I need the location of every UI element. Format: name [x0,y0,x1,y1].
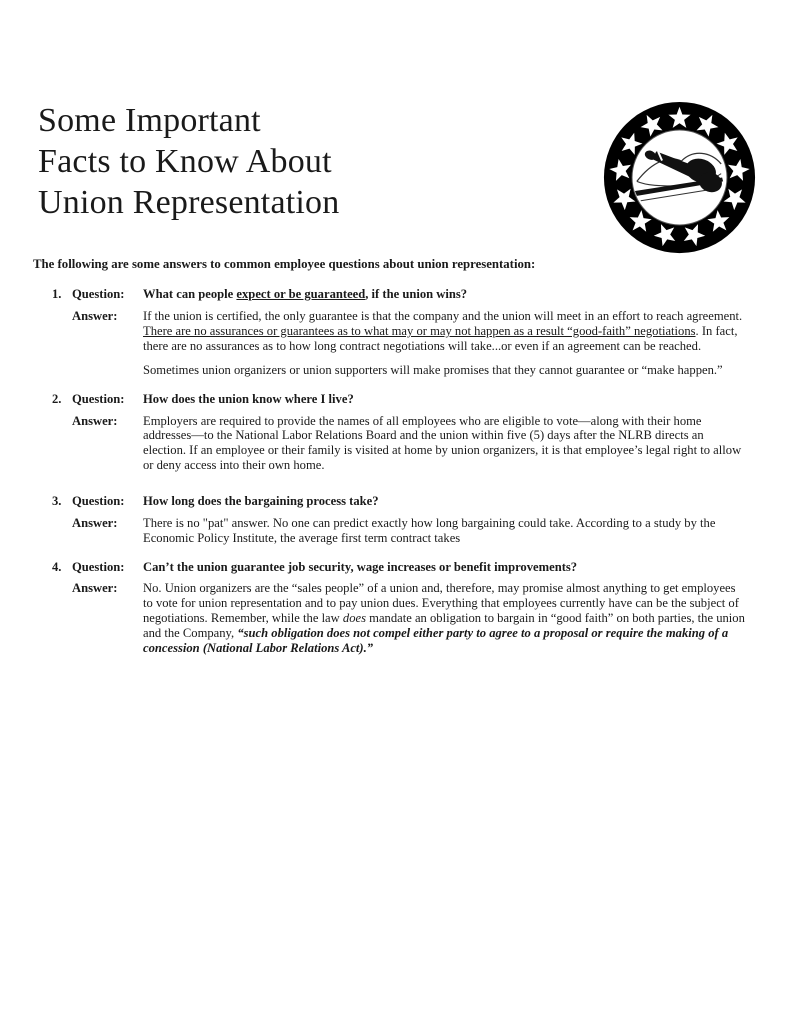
answer-text: No. Union organizers are the “sales people” of a union and, therefore, may promise almost anything to get employees to vote for union representation and to pay union dues. Everything that employees currently have can be the subject of negotiations. Remember, while the law does mandate an obligation to bargain in “good faith” on both parties, the union and the Company, “such obligation does not compel either party to agree to a proposal or require the making of a concession (National Labor Relations Act).” [143,581,745,655]
answer-text: Employers are required to provide the names of all employees who are eligible to vote—along with their home addresses—to the National Labor Relations Board and the union within five (5) days after the NLRB directs an election. If an employee or their family is visited at home by union organizers, it is that employee’s legal right to allow or deny access into their own home. [143,413,742,473]
intro-statement: The following are some answers to common employee questions about union representation: [33,257,536,271]
question-row [0,287,790,302]
question-text: How long does the bargaining process take? [143,493,379,508]
answer-row [0,581,790,655]
answer-label: Answer: [72,309,118,324]
question-number: 2. [52,391,62,406]
answer-label: Answer: [72,413,118,428]
title-line-2: Facts to Know About [38,143,332,181]
page-header [0,0,790,255]
qa-list [0,287,790,655]
question-label: Question: [72,559,125,574]
question-label: Question: [72,287,125,302]
answer-label: Answer: [72,515,118,530]
qa-item-3 [0,494,790,546]
page-title [38,100,339,223]
answer-text: There is no "pat" answer. No one can predict exactly how long bargaining could take. According to a study by the Economic Policy Institute, the average first term contract takes [143,515,716,545]
union-seal-icon [602,100,757,255]
answer-row [0,516,790,546]
question-row [0,560,790,575]
question-text: What can people expect or be guaranteed, if the union wins? [143,287,468,302]
question-number: 4. [52,559,62,574]
title-line-3: Union Representation [38,184,340,222]
answer-label: Answer: [72,581,118,596]
question-row [0,392,790,407]
question-number: 3. [52,493,62,508]
question-row [0,494,790,509]
answer-row [0,309,790,377]
qa-item-4 [0,560,790,656]
answer-row [0,414,790,473]
question-label: Question: [72,391,125,406]
question-label: Question: [72,493,125,508]
qa-item-1 [0,287,790,377]
qa-item-2 [0,392,790,473]
question-number: 1. [52,287,62,302]
answer-text: If the union is certified, the only guarantee is that the company and the union will meet in an effort to reach agreement. There are no assurances or guarantees as to what may or may not happen as a result “good-faith” negotiations. In fact, there are no assurances as to how long contract negotiations will take...or even if an agreement can be reached. Sometimes union organizers or union supporters will make promises that they cannot guarantee or “make happen.” [143,309,743,377]
union-seal-logo [602,100,757,255]
title-line-1: Some Important [38,102,261,139]
question-text: Can’t the union guarantee job security, wage increases or benefit improvements? [143,559,578,574]
question-text: How does the union know where I live? [143,391,354,406]
